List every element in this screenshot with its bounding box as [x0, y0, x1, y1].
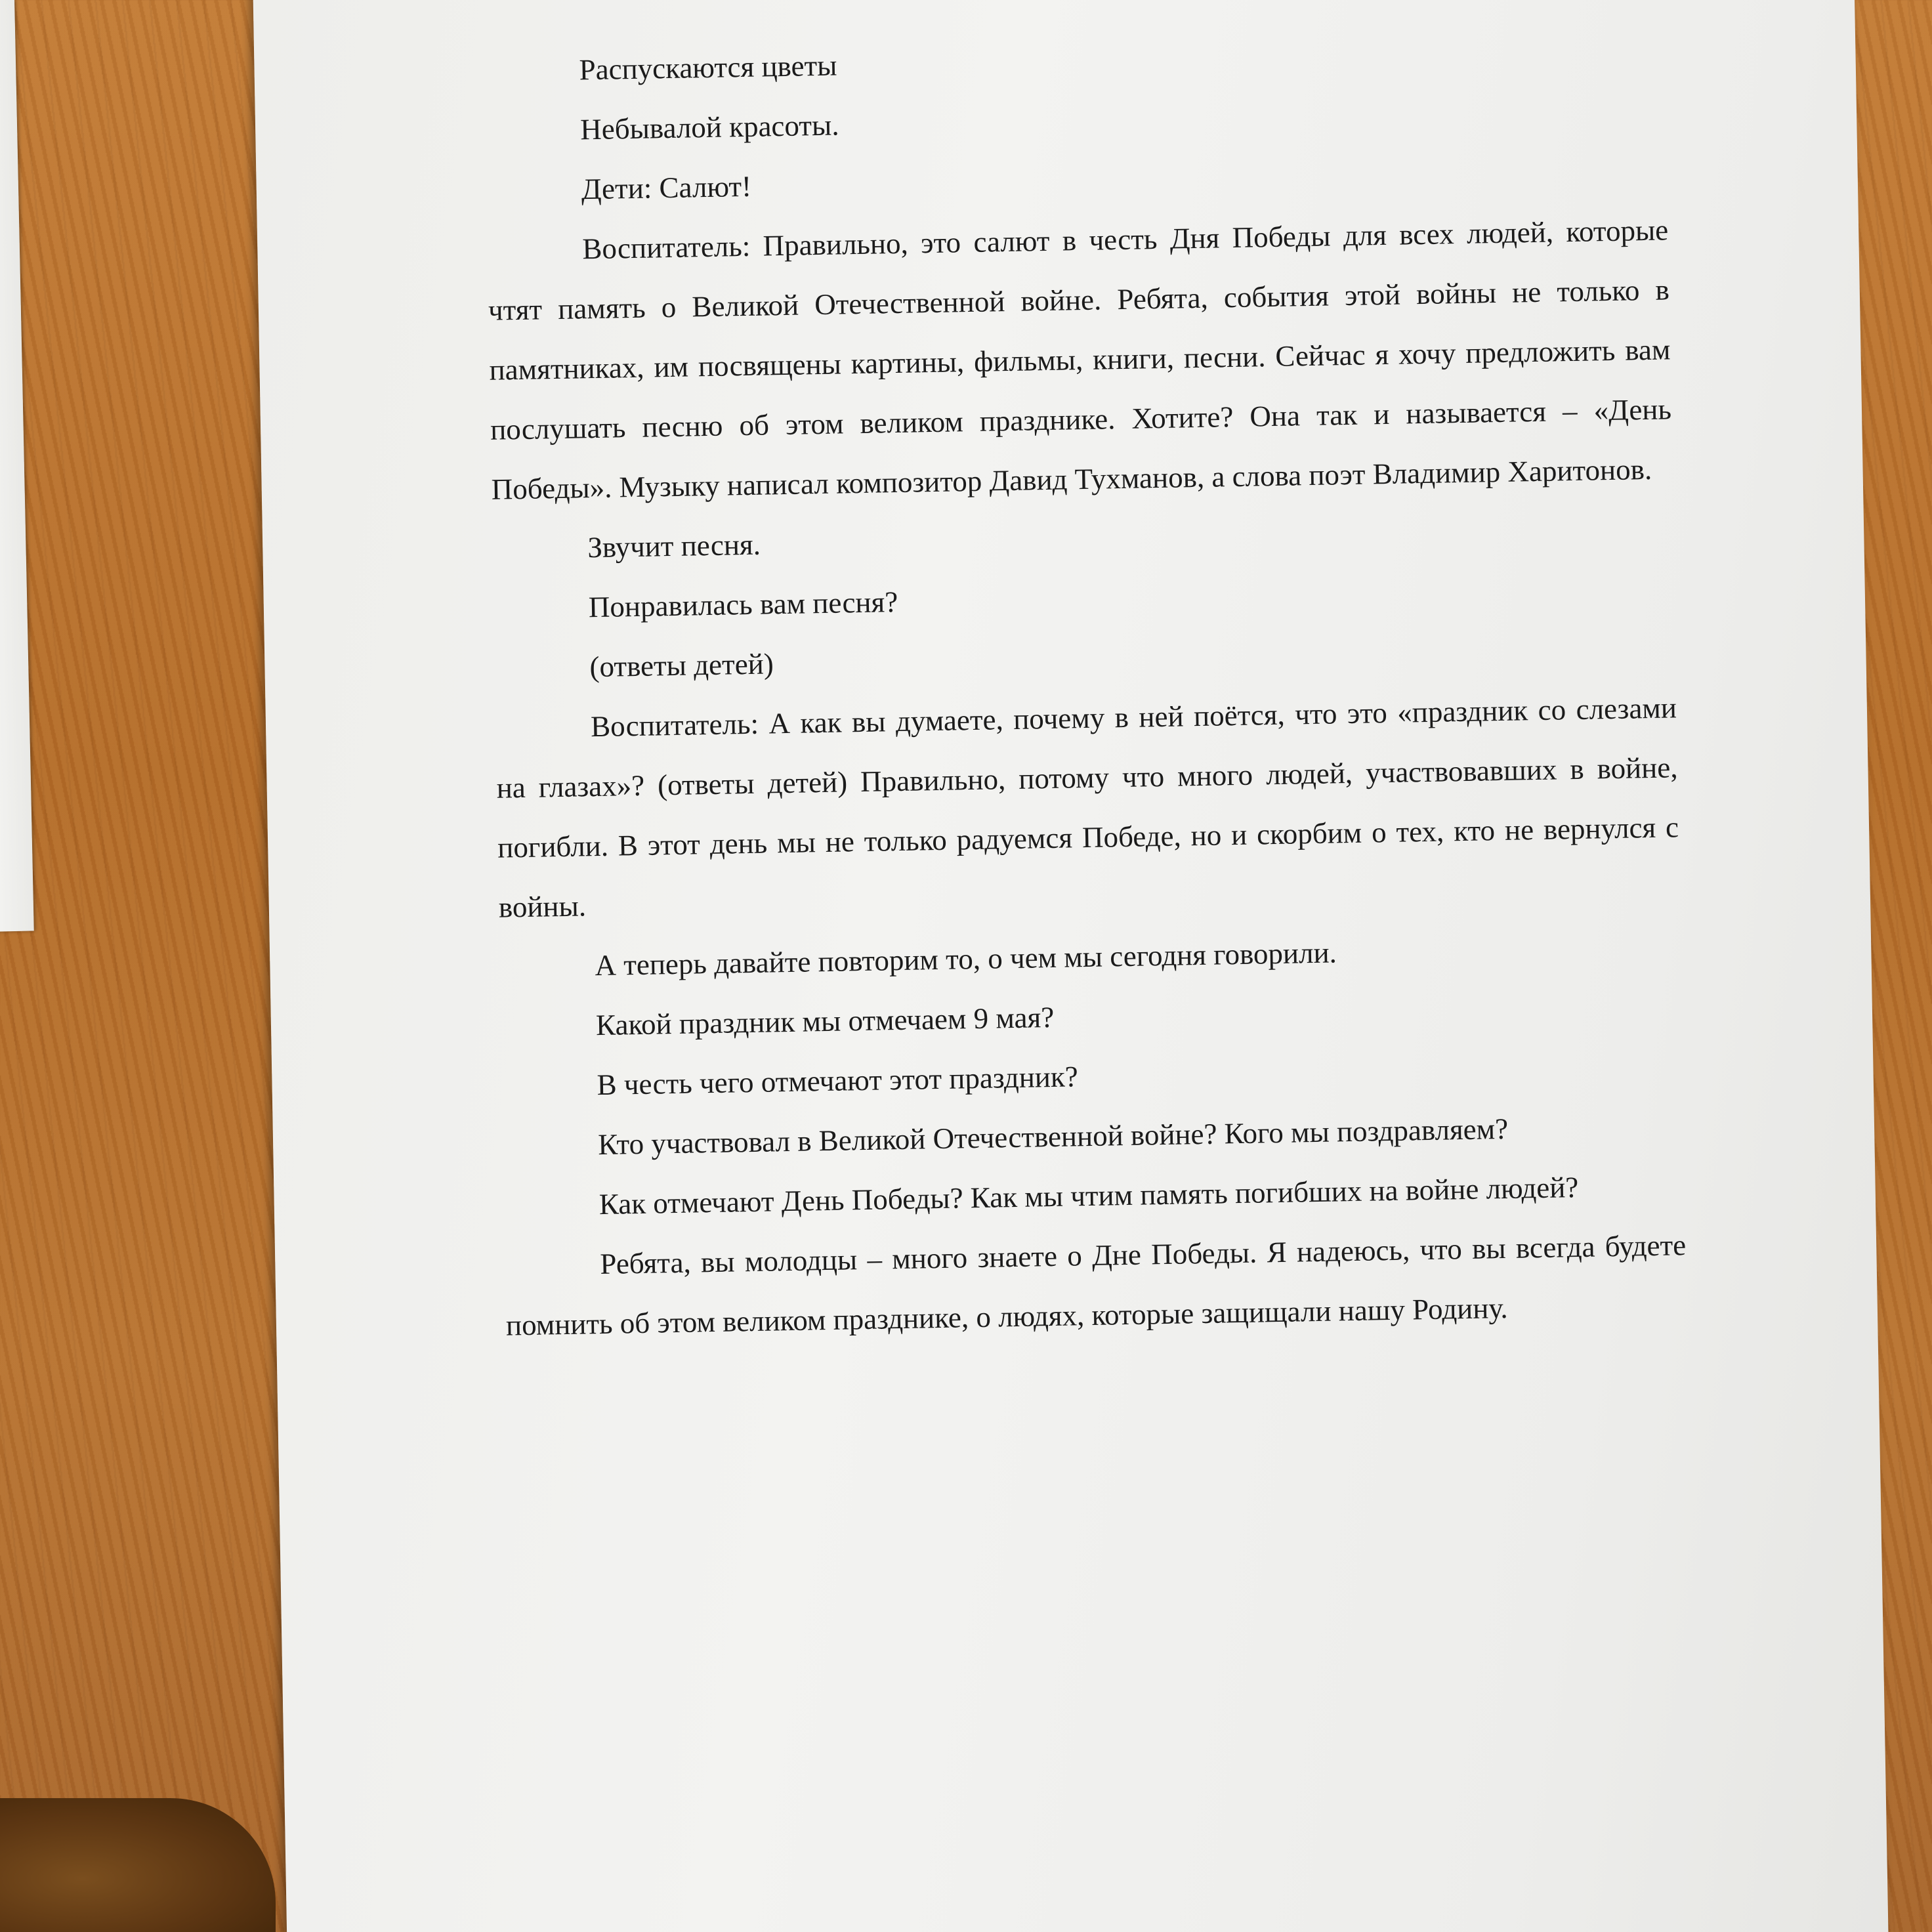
- question-liked-song: Понравилась вам песня?: [588, 585, 898, 624]
- printed-page: [253, 0, 1889, 1932]
- children-reply: Дети: Салют!: [581, 169, 752, 206]
- background-paper-sheet: [0, 0, 34, 932]
- poem-line-1: Распускаются цветы: [579, 49, 837, 87]
- children-answers: (ответы детей): [589, 647, 774, 684]
- question-participants: Кто участвовал в Великой Отечественной войне? Кого мы поздравляем?: [597, 1112, 1509, 1162]
- stage-direction-song: Звучит песня.: [587, 528, 761, 564]
- question-celebration: Как отмечают День Победы? Как мы чтим память погибших на войне людей?: [598, 1171, 1579, 1221]
- poem-line-2: Небывалой красоты.: [579, 108, 839, 146]
- review-intro: А теперь давайте повторим то, о чем мы сегодня говорили.: [595, 936, 1337, 982]
- question-reason: В честь чего отмечают этот праздник?: [597, 1060, 1079, 1102]
- page-text: [484, 21, 1688, 1355]
- brown-cloth: [0, 1798, 276, 1932]
- teacher-paragraph-2: Воспитатель: А как вы думаете, почему в ней поётся, что это «праздник со слезами на глазах»? (ответы детей) Правильно, потому что много людей, участвовавших в войне, погибли. В этот день мы не только радуемся Победе, но и скорбим о тех, кто не вернулся с войны.: [496, 691, 1679, 924]
- closing-paragraph: Ребята, вы молодцы – много знаете о Дне Победы. Я надеюсь, что вы всегда будете помнить об этом великом празднике, о людях, которые защищали нашу Родину.: [505, 1228, 1687, 1342]
- teacher-paragraph-1: Воспитатель: Правильно, это салют в честь Дня Победы для всех людей, которые чтят память о Великой Отечественной войне. Ребята, события этой войны не только в памятниках, им посвящены картины, фильмы, книги, песни. Сейчас я хочу предложить вам послушать песню об этом великом празднике. Хотите? Она так и называется – «День Победы». Музыку написал композитор Давид Тухманов, а слова поэт Владимир Харитонов.: [488, 213, 1672, 506]
- question-holiday: Какой праздник мы отмечаем 9 мая?: [595, 1000, 1055, 1042]
